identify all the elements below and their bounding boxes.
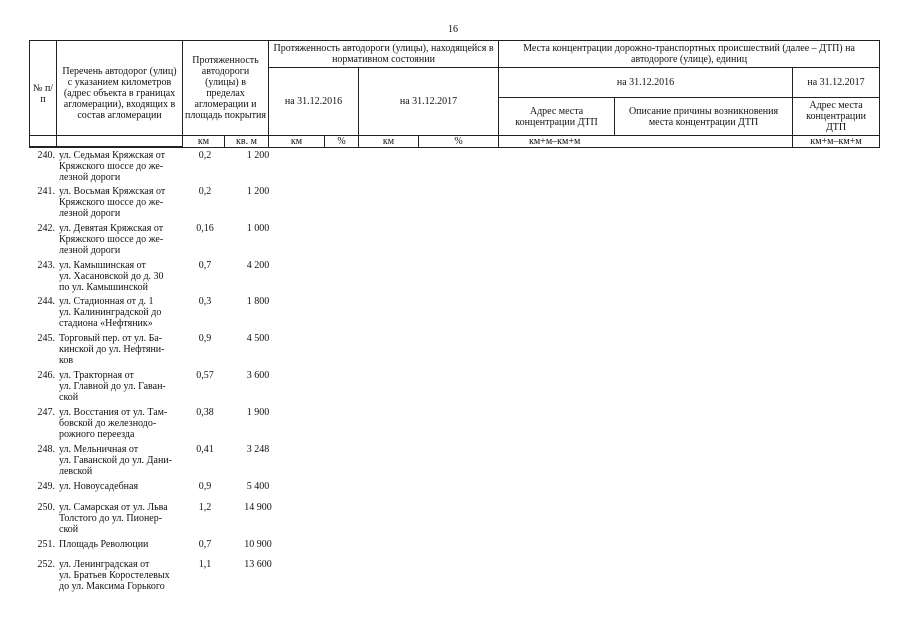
header-length: Протяженность автодороги (улицы) в пределах агломерации и площадь покрытия [183,41,269,136]
header-normative: Протяженность автодороги (улицы), находящейся в нормативном состоянии [269,41,499,68]
row-km: 0,7 [198,539,212,550]
row-number: 245. [37,333,55,344]
row-number: 250. [37,502,55,513]
row-road-name: ул. Седьмая Кряжская от Кряжского шоссе до же- лезной дороги [59,150,166,183]
row-road-name: Площадь Революции [59,539,149,550]
row-km: 0,16 [196,223,214,234]
row-road-name: ул. Мельничная от ул. Гаванской до ул. Дани- левской [59,444,172,477]
unit-empty-roads [57,136,183,148]
row-km: 0,9 [198,333,212,344]
row-number: 248. [37,444,55,455]
row-number: 249. [37,481,55,492]
row-area: 5 400 [246,481,270,492]
row-road-name: ул. Восстания от ул. Там- бовской до железнодо- рожного переезда [59,407,168,440]
row-road-name: ул. Новоусадебная [59,481,139,492]
header-norm-2017: на 31.12.2017 [359,68,499,136]
row-area: 4 500 [246,333,270,344]
row-road-name: ул. Тракторная от ул. Главной до ул. Гаван- ской [59,370,166,403]
unit-addr-2016: км+м–км+м [499,136,793,148]
unit-km-2017: км [359,136,419,148]
row-road-name: Торговый пер. от ул. Ба- кинской до ул. Нефтяни- ков [59,333,165,366]
header-dtp-2016: на 31.12.2016 [499,68,793,98]
row-number: 241. [37,186,55,197]
unit-km-2016: км [269,136,325,148]
unit-pct-2017: % [419,136,499,148]
row-area: 1 200 [246,150,270,161]
row-km: 0,7 [198,260,212,271]
row-road-name: ул. Девятая Кряжская от Кряжского шоссе до же- лезной дороги [59,223,164,256]
row-number: 242. [37,223,55,234]
unit-addr-2017: км+м–км+м [793,136,880,148]
unit-sqm: кв. м [225,136,269,148]
row-area: 13 600 [244,559,272,570]
row-km: 0,2 [198,150,212,161]
row-road-name: ул. Камышинская от ул. Хасановской до д. 30 по ул. Камышинской [59,260,164,293]
row-area: 3 600 [246,370,270,381]
row-number: 244. [37,296,55,307]
row-area: 10 900 [244,539,272,550]
row-road-name: ул. Ленинградская от ул. Братьев Коростелевых до ул. Максима Горького [59,559,170,592]
row-km: 0,57 [196,370,214,381]
row-km: 0,3 [198,296,212,307]
row-km: 0,2 [198,186,212,197]
header-roads: Перечень автодорог (улиц) с указанием километров (адрес объекта в границах агломерации), входящих в состав агломерации [57,41,183,147]
row-number: 243. [37,260,55,271]
row-km: 1,1 [198,559,212,570]
row-area: 1 800 [246,296,270,307]
header-dtp-2017: на 31.12.2017 [793,68,880,98]
row-area: 1 200 [246,186,270,197]
row-km: 1,2 [198,502,212,513]
header-norm-2016: на 31.12.2016 [269,68,359,136]
row-km: 0,38 [196,407,214,418]
row-area: 1 900 [246,407,270,418]
row-area: 4 200 [246,260,270,271]
row-number: 252. [37,559,55,570]
row-number: 240. [37,150,55,161]
row-number: 247. [37,407,55,418]
row-road-name: ул. Стадионная от д. 1 ул. Калининградской до стадиона «Нефтяник» [59,296,162,329]
table-header [29,40,880,147]
row-area: 3 248 [246,444,270,455]
row-area: 1 000 [246,223,270,234]
row-km: 0,41 [196,444,214,455]
header-address-dtp: Адрес места концентрации ДТП [499,98,615,136]
units-row [29,135,880,148]
header-reason-dtp: Описание причины возникновения места концентрации ДТП [615,98,793,136]
row-number: 251. [37,539,55,550]
row-km: 0,9 [198,481,212,492]
row-road-name: ул. Самарская от ул. Льва Толстого до ул. Пионер- ской [59,502,168,535]
header-address-dtp-2017: Адрес места концентрации ДТП [793,98,880,136]
unit-pct-2016: % [325,136,359,148]
row-road-name: ул. Восьмая Кряжская от Кряжского шоссе до же- лезной дороги [59,186,166,219]
unit-empty-num [30,136,57,148]
page-number: 16 [448,24,458,35]
header-num: № п/п [30,41,57,147]
row-number: 246. [37,370,55,381]
header-dtp: Места концентрации дорожно-транспортных происшествий (далее – ДТП) на автодороге (улице), единиц [499,41,880,68]
unit-km: км [183,136,225,148]
row-area: 14 900 [244,502,272,513]
